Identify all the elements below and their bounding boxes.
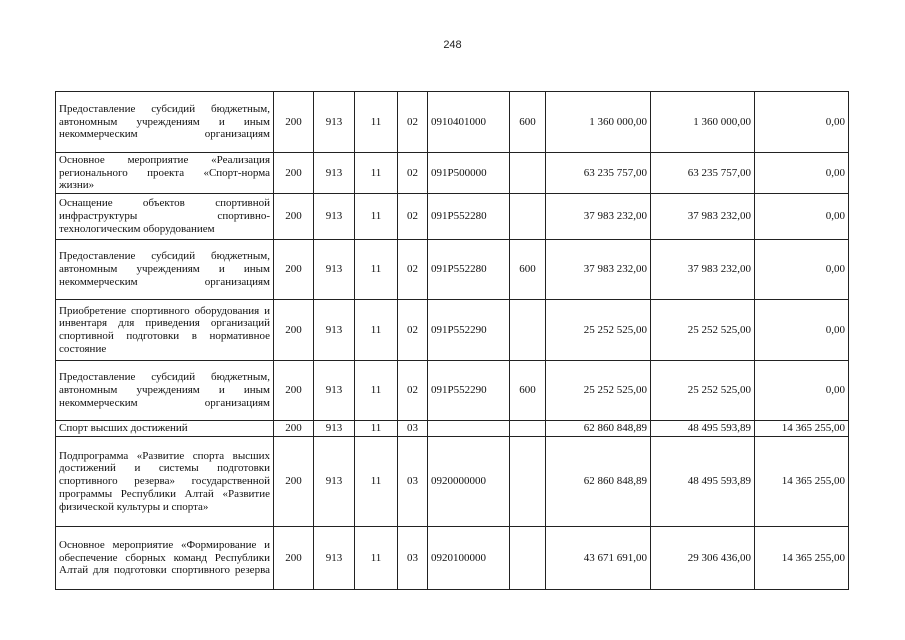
cell-amount-2: 37 983 232,00 — [651, 194, 755, 240]
cell-amount-3: 0,00 — [755, 361, 849, 421]
cell-amount-3: 0,00 — [755, 153, 849, 194]
cell-subsection: 02 — [398, 300, 428, 361]
table-row — [56, 92, 849, 153]
table-row — [56, 300, 849, 361]
cell-amount-1: 63 235 757,00 — [546, 153, 651, 194]
row-name: Спорт высших достижений — [56, 421, 274, 437]
cell-ministry-code: 913 — [314, 437, 355, 527]
cell-amount-3: 14 365 255,00 — [755, 437, 849, 527]
cell-target-code: 0910401000 — [428, 92, 510, 153]
cell-expense-type — [510, 153, 546, 194]
cell-admin-code: 200 — [274, 92, 314, 153]
cell-target-code: 091P552280 — [428, 240, 510, 300]
cell-admin-code: 200 — [274, 437, 314, 527]
cell-expense-type: 600 — [510, 240, 546, 300]
cell-expense-type — [510, 527, 546, 590]
cell-subsection: 03 — [398, 421, 428, 437]
cell-target-code: 0920100000 — [428, 527, 510, 590]
row-name: Приобретение спортивного оборудования и инвентаря для приведения организаций спортивной подготовки в нормативное состояние — [56, 300, 274, 361]
cell-section: 11 — [355, 194, 398, 240]
cell-amount-1: 25 252 525,00 — [546, 300, 651, 361]
row-name: Оснащение объектов спортивной инфраструктуры спортивно-технологическим оборудованием — [56, 194, 274, 240]
cell-amount-1: 25 252 525,00 — [546, 361, 651, 421]
cell-subsection: 02 — [398, 92, 428, 153]
cell-ministry-code: 913 — [314, 361, 355, 421]
table-row — [56, 437, 849, 527]
cell-section: 11 — [355, 527, 398, 590]
cell-section: 11 — [355, 92, 398, 153]
cell-amount-3: 14 365 255,00 — [755, 527, 849, 590]
cell-amount-2: 1 360 000,00 — [651, 92, 755, 153]
cell-amount-2: 29 306 436,00 — [651, 527, 755, 590]
cell-target-code: 091P552290 — [428, 300, 510, 361]
table-row — [56, 361, 849, 421]
cell-admin-code: 200 — [274, 421, 314, 437]
cell-admin-code: 200 — [274, 361, 314, 421]
cell-ministry-code: 913 — [314, 92, 355, 153]
cell-amount-2: 63 235 757,00 — [651, 153, 755, 194]
cell-target-code: 091P552290 — [428, 361, 510, 421]
cell-ministry-code: 913 — [314, 240, 355, 300]
cell-amount-1: 1 360 000,00 — [546, 92, 651, 153]
row-name: Основное мероприятие «Реализация регионального проекта «Спорт-норма жизни» — [56, 153, 274, 194]
cell-admin-code: 200 — [274, 300, 314, 361]
row-name: Основное мероприятие «Формирование и обеспечение сборных команд Республики Алтай для подготовки спортивного резерва — [56, 527, 274, 590]
cell-amount-1: 62 860 848,89 — [546, 437, 651, 527]
cell-amount-2: 25 252 525,00 — [651, 300, 755, 361]
cell-section: 11 — [355, 421, 398, 437]
cell-target-code: 091P552280 — [428, 194, 510, 240]
cell-target-code: 091P500000 — [428, 153, 510, 194]
cell-section: 11 — [355, 300, 398, 361]
cell-ministry-code: 913 — [314, 421, 355, 437]
cell-expense-type — [510, 421, 546, 437]
table-row — [56, 527, 849, 590]
cell-amount-1: 62 860 848,89 — [546, 421, 651, 437]
cell-expense-type — [510, 300, 546, 361]
cell-amount-3: 0,00 — [755, 300, 849, 361]
page-number: 248 — [443, 39, 462, 51]
table-row — [56, 194, 849, 240]
cell-amount-2: 37 983 232,00 — [651, 240, 755, 300]
row-name: Подпрограмма «Развитие спорта высших достижений и системы подготовки спортивного резерва» государственной программы Республики Алтай «Развитие физической культуры и спорта» — [56, 437, 274, 527]
row-name: Предоставление субсидий бюджетным, автономным учреждениям и иным некоммерческим организациям — [56, 361, 274, 421]
budget-table — [55, 91, 849, 590]
cell-subsection: 03 — [398, 437, 428, 527]
cell-ministry-code: 913 — [314, 153, 355, 194]
cell-ministry-code: 913 — [314, 194, 355, 240]
cell-admin-code: 200 — [274, 527, 314, 590]
cell-expense-type: 600 — [510, 361, 546, 421]
cell-section: 11 — [355, 153, 398, 194]
cell-section: 11 — [355, 240, 398, 300]
cell-admin-code: 200 — [274, 240, 314, 300]
cell-admin-code: 200 — [274, 194, 314, 240]
cell-amount-3: 14 365 255,00 — [755, 421, 849, 437]
cell-expense-type — [510, 194, 546, 240]
cell-amount-3: 0,00 — [755, 240, 849, 300]
cell-section: 11 — [355, 361, 398, 421]
cell-subsection: 02 — [398, 361, 428, 421]
cell-amount-2: 48 495 593,89 — [651, 437, 755, 527]
cell-target-code: 0920000000 — [428, 437, 510, 527]
cell-ministry-code: 913 — [314, 300, 355, 361]
table-row — [56, 421, 849, 437]
cell-target-code — [428, 421, 510, 437]
cell-subsection: 02 — [398, 194, 428, 240]
cell-section: 11 — [355, 437, 398, 527]
table-row — [56, 240, 849, 300]
table-row — [56, 153, 849, 194]
row-name: Предоставление субсидий бюджетным, автономным учреждениям и иным некоммерческим организациям — [56, 92, 274, 153]
cell-subsection: 02 — [398, 153, 428, 194]
cell-expense-type: 600 — [510, 92, 546, 153]
cell-expense-type — [510, 437, 546, 527]
cell-amount-3: 0,00 — [755, 194, 849, 240]
cell-amount-2: 25 252 525,00 — [651, 361, 755, 421]
cell-amount-1: 43 671 691,00 — [546, 527, 651, 590]
cell-amount-2: 48 495 593,89 — [651, 421, 755, 437]
cell-ministry-code: 913 — [314, 527, 355, 590]
cell-amount-3: 0,00 — [755, 92, 849, 153]
cell-amount-1: 37 983 232,00 — [546, 194, 651, 240]
cell-admin-code: 200 — [274, 153, 314, 194]
cell-amount-1: 37 983 232,00 — [546, 240, 651, 300]
cell-subsection: 02 — [398, 240, 428, 300]
row-name: Предоставление субсидий бюджетным, автономным учреждениям и иным некоммерческим организациям — [56, 240, 274, 300]
cell-subsection: 03 — [398, 527, 428, 590]
